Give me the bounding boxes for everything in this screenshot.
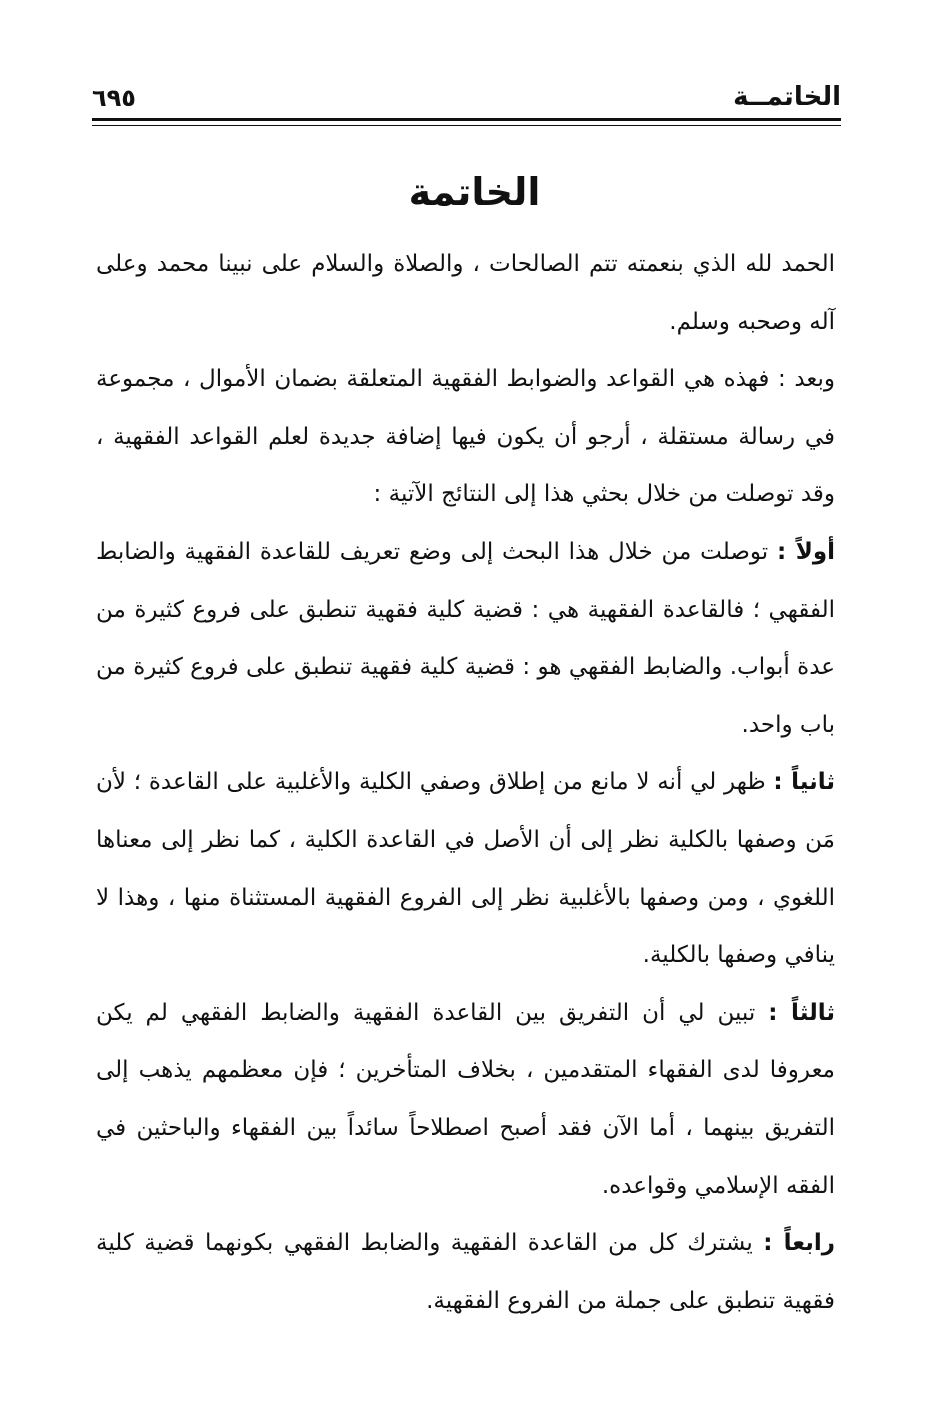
paragraph-5 bbox=[96, 985, 835, 1215]
paragraph-text: تبين لي أن التفريق بين القاعدة الفقهية والضابط الفقهي لم يكن معروفا لدى الفقهاء المتقدمين ، بخلاف المتأخرين ؛ فإن معظمهم يذهب إلى التفريق بينهما ، أما الآن فقد أصبح اصطلاحاً سائداً بين الفقهاء والباحثين في الفقه الإسلامي وقواعده. bbox=[96, 999, 835, 1199]
paragraph-3 bbox=[96, 524, 835, 754]
chapter-title: الخاتمة bbox=[408, 170, 541, 214]
paragraph-4 bbox=[96, 754, 835, 984]
paragraph-lead: رابعاً : bbox=[763, 1230, 835, 1257]
paragraph-lead: ثالثاً : bbox=[768, 999, 835, 1026]
paragraph-text: ظهر لي أنه لا مانع من إطلاق وصفي الكلية والأغلبية على القاعدة ؛ لأن مَن وصفها بالكلية نظر إلى أن الأصل في القاعدة الكلية ، كما نظر إلى معناها اللغوي ، ومن وصفها بالأغلبية نظر إلى الفروع الفقهية المستثناة منها ، وهذا لا ينافي وصفها بالكلية. bbox=[96, 769, 835, 969]
paragraph-6 bbox=[96, 1215, 835, 1330]
paragraph-text: وبعد : فهذه هي القواعد والضوابط الفقهية المتعلقة بضمان الأموال ، مجموعة في رسالة مستقلة ، أرجو أن يكون فيها إضافة جديدة لعلم القواعد الفقهية ، وقد توصلت من خلال بحثي هذا إلى النتائج الآتية : bbox=[96, 366, 835, 508]
paragraph-text: الحمد لله الذي بنعمته تتم الصالحات ، والصلاة والسلام على نبينا محمد وعلى آله وصحبه وسلم. bbox=[96, 251, 835, 335]
paragraph-text: توصلت من خلال هذا البحث إلى وضع تعريف للقاعدة الفقهية والضابط الفقهي ؛ فالقاعدة الفقهية هي : قضية كلية فقهية تنطبق على فروع كثيرة من عدة أبواب. والضابط الفقهي هو : قضية كلية فقهية تنطبق على فروع كثيرة من باب واحد. bbox=[96, 538, 835, 738]
paragraph-1 bbox=[96, 236, 835, 351]
running-header bbox=[92, 82, 841, 112]
paragraph-lead: ثانياً : bbox=[773, 769, 835, 796]
header-rule-thin bbox=[92, 125, 841, 126]
paragraph-2 bbox=[96, 351, 835, 524]
page-number: ٦٩٥ bbox=[92, 84, 136, 112]
running-title: الخاتمــة bbox=[733, 82, 841, 112]
header-rule-thick bbox=[92, 118, 841, 121]
paragraph-text: يشترك كل من القاعدة الفقهية والضابط الفقهي بكونهما قضية كلية فقهية تنطبق على جملة من الفروع الفقهية. bbox=[96, 1230, 835, 1314]
body-text bbox=[96, 236, 835, 1330]
paragraph-lead: أولاً : bbox=[776, 538, 835, 565]
